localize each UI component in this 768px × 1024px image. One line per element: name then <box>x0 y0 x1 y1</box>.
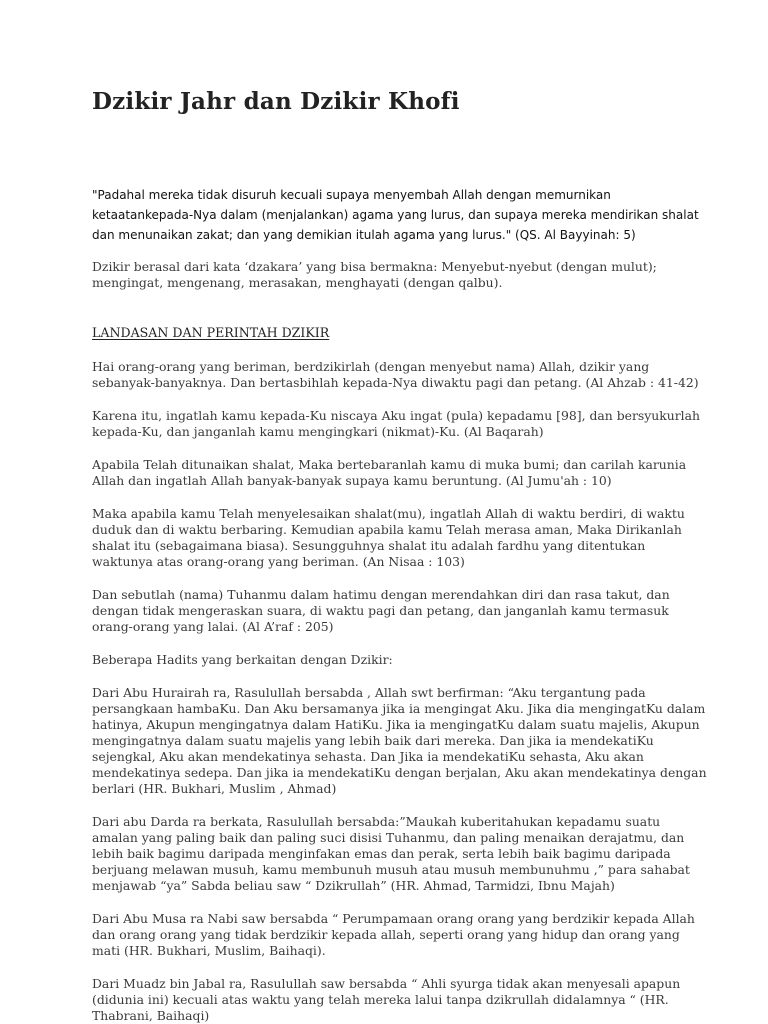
paragraph-hadits-abu-hurairah: Dari Abu Hurairah ra, Rasulullah bersabda , Allah swt berfirman: “Aku tergantung pada persangkaan hambaKu. Dan Aku bersamanya jika ia mengingat Aku. Jika dia mengingatKu dalam hatinya, Akupun mengingatnya dalam HatiKu. Jika ia mengingatKu dalam suatu majelis, Akupun mengingatnya dalam suatu majelis yang lebih baik dari mereka. Dan jika ia mendekatiKu sejengkal, Aku akan mendekatinya sehasta. Dan Jika ia mendekatiKu sehasta, Aku akan mendekatinya sedepa. Dan jika ia mendekatiKu dengan berjalan, Aku akan mendekatinya dengan berlari (HR. Bukhari, Muslim , Ahmad) <box>92 685 707 796</box>
quran-quote: "Padahal mereka tidak disuruh kecuali supaya menyembah Allah dengan memurnikan ketaatankepada-Nya dalam (menjalankan) agama yang lurus, dan supaya mereka mendirikan shalat dan menunaikan zakat; dan yang demikian itulah agama yang lurus." (QS. Al Bayyinah: 5) <box>92 188 699 242</box>
document-title: Dzikir Jahr dan Dzikir Khofi <box>92 88 460 115</box>
paragraph-hadits-intro: Beberapa Hadits yang berkaitan dengan Dzikir: <box>92 652 393 667</box>
paragraph-an-nisaa: Maka apabila kamu Telah menyelesaikan shalat(mu), ingatlah Allah di waktu berdiri, di waktu duduk dan di waktu berbaring. Kemudian apabila kamu Telah merasa aman, Maka Dirikanlah shalat itu (sebagaimana biasa). Sesungguhnya shalat itu adalah fardhu yang ditentukan waktunya atas orang-orang yang beriman. (An Nisaa : 103) <box>92 506 685 569</box>
paragraph-hadits-muadz: Dari Muadz bin Jabal ra, Rasulullah saw bersabda “ Ahli syurga tidak akan menyesali apapun (didunia ini) kecuali atas waktu yang telah mereka lalui tanpa dzikrullah didalamnya “ (HR. Thabrani, Baihaqi) <box>92 976 681 1023</box>
paragraph-hadits-abu-darda: Dari abu Darda ra berkata, Rasulullah bersabda:”Maukah kuberitahukan kepadamu suatu amalan yang paling baik dan paling suci disisi Tuhanmu, dan paling menaikan derajatmu, dan lebih baik bagimu daripada menginfakan emas dan perak, serta lebih baik bagimu daripada berjuang melawan musuh, kamu membunuh musuh atau musuh membunuhmu ,” para sahabat menjawab “ya” Sabda beliau saw “ Dzikrullah” (HR. Ahmad, Tarmidzi, Ibnu Majah) <box>92 814 690 893</box>
paragraph-al-ahzab: Hai orang-orang yang beriman, berdzikirlah (dengan menyebut nama) Allah, dzikir yang sebanyak-banyaknya. Dan bertasbihlah kepada-Nya diwaktu pagi dan petang. (Al Ahzab : 41-42) <box>92 359 699 390</box>
paragraph-al-jumuah: Apabila Telah ditunaikan shalat, Maka bertebaranlah kamu di muka bumi; dan carilah karunia Allah dan ingatlah Allah banyak-banyak supaya kamu beruntung. (Al Jumu'ah : 10) <box>92 457 687 488</box>
intro-paragraph: Dzikir berasal dari kata ‘dzakara’ yang bisa bermakna: Menyebut-nyebut (dengan mulut); mengingat, mengenang, merasakan, menghayati (dengan qalbu). <box>92 259 657 290</box>
paragraph-al-baqarah: Karena itu, ingatlah kamu kepada-Ku niscaya Aku ingat (pula) kepadamu [98], dan bersyukurlah kepada-Ku, dan janganlah kamu mengingkari (nikmat)-Ku. (Al Baqarah) <box>92 408 700 439</box>
paragraph-hadits-abu-musa: Dari Abu Musa ra Nabi saw bersabda “ Perumpamaan orang orang yang berdzikir kepada Allah dan orang orang yang tidak berdzikir kepada allah, seperti orang yang hidup dan orang yang mati (HR. Bukhari, Muslim, Baihaqi). <box>92 911 695 958</box>
paragraph-al-araf: Dan sebutlah (nama) Tuhanmu dalam hatimu dengan merendahkan diri dan rasa takut, dan dengan tidak mengeraskan suara, di waktu pagi dan petang, dan janganlah kamu termasuk orang-orang yang lalai. (Al A’raf : 205) <box>92 587 670 634</box>
section-heading: LANDASAN DAN PERINTAH DZIKIR <box>92 325 330 340</box>
